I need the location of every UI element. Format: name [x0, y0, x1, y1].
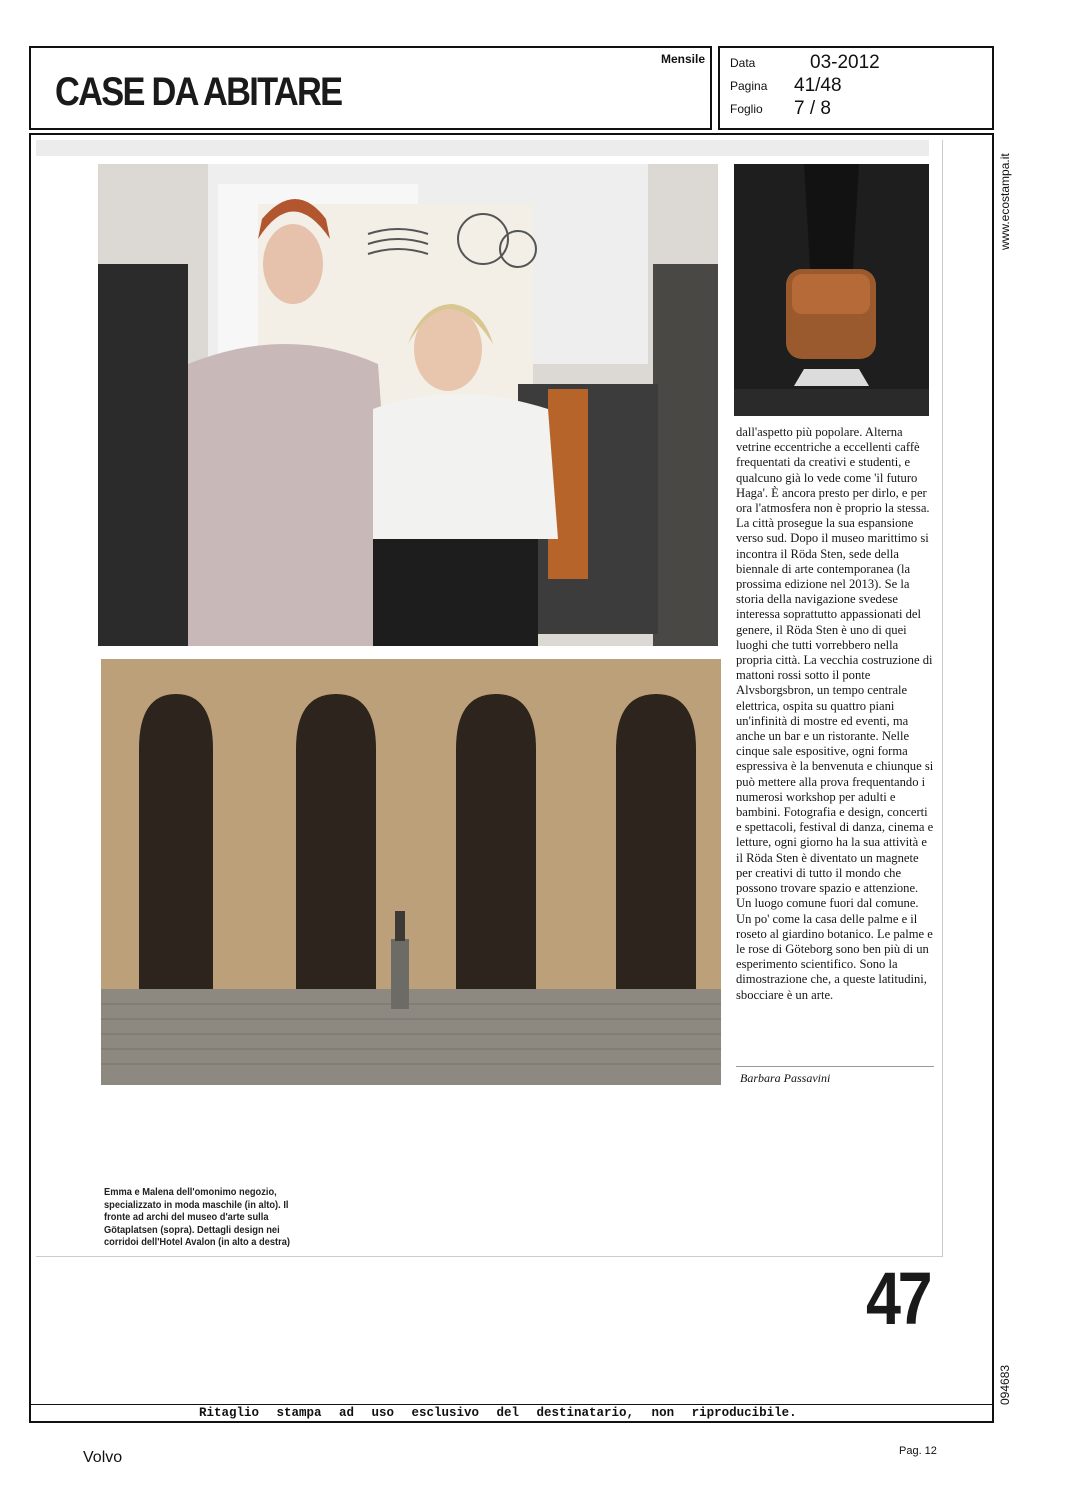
reproduction-notice: Ritaglio stampa ad uso esclusivo del destinatario, non riproducibile.: [199, 1406, 797, 1420]
museum-arches-photo: [101, 659, 721, 1085]
website-vertical: www.ecostampa.it: [998, 153, 1012, 250]
publication-title: CASE DA ABITARE: [55, 70, 342, 114]
data-label: Data: [730, 56, 756, 70]
data-value: 03-2012: [810, 52, 880, 73]
hotel-chair-photo: [734, 164, 929, 416]
code-vertical: 094683: [998, 1364, 1012, 1405]
info-box: [718, 46, 994, 130]
scan-top-strip: [36, 140, 929, 156]
shop-portrait-photo: [98, 164, 718, 646]
client-name: Volvo: [83, 1449, 123, 1466]
museum-arches-image: [101, 659, 721, 1085]
foglio-value: 7 / 8: [794, 98, 831, 119]
magazine-page-number: 47: [866, 1257, 930, 1340]
signature-rule: [736, 1066, 934, 1067]
frequency-label: Mensile: [660, 52, 705, 66]
hotel-chair-image: [734, 164, 929, 416]
document-page-label: Pag. 12: [899, 1445, 937, 1457]
masthead-box: [29, 46, 712, 130]
shop-portrait-image: [98, 164, 718, 646]
article-body-text: dall'aspetto più popolare. Alterna vetrine eccentriche a eccellenti caffè frequentati da creativi e studenti, e qualcuno già lo vede come 'il futuro Haga'. È ancora presto per dirlo, e per ora l'atmosfera non è proprio la stessa. La città prosegue la sua espansione verso sud. Dopo il museo marittimo si incontra il Röda Sten, sede della biennale di arte contemporanea (la prossima edizione nel 2013). Se la storia della navigazione svedese interessa soprattutto appassionati del genere, il Röda Sten è uno di quei luoghi che tutti vorrebbero nella propria città. La vecchia costruzione di mattoni rossi sotto il ponte Alvsborgsbron, un tempo centrale elettrica, ospita su quattro piani un'infinità di mostre ed eventi, ma anche un bar e un ristorante. Nelle cinque sale espositive, ogni forma espressiva è la benvenuta e chiunque si può mettere alla prova frequentando i numerosi workshop per adulti e bambini. Fotografia e design, concerti e spettacoli, festival di danza, cinema e letture, ogni giorno ha la sua attività e il Röda Sten è diventato un magnete per creativi di tutto il mondo che possono trovare spazio e attenzione. Un luogo comune fuori dal comune. Un po' come la casa delle palme e il roseto al giardino botanico. Le palme e le rose di Göteborg sono ben più di un esperimento scientifico. Sono la dimostrazione che, a queste latitudini, sbocciare è un arte.: [736, 425, 934, 1002]
photo-caption: Emma e Malena dell'omonimo negozio, specializzato in moda maschile (in alto). Il fronte ad archi del museo d'arte sulla Götaplatsen (sopra). Dettagli design nei corridoi dell'Hotel Avalon (in alto a destra): [104, 1187, 290, 1248]
foglio-label: Foglio: [730, 102, 763, 116]
pagina-label: Pagina: [730, 79, 768, 93]
author-signature: Barbara Passavini: [740, 1071, 831, 1085]
pagina-value: 41/48: [794, 75, 842, 96]
